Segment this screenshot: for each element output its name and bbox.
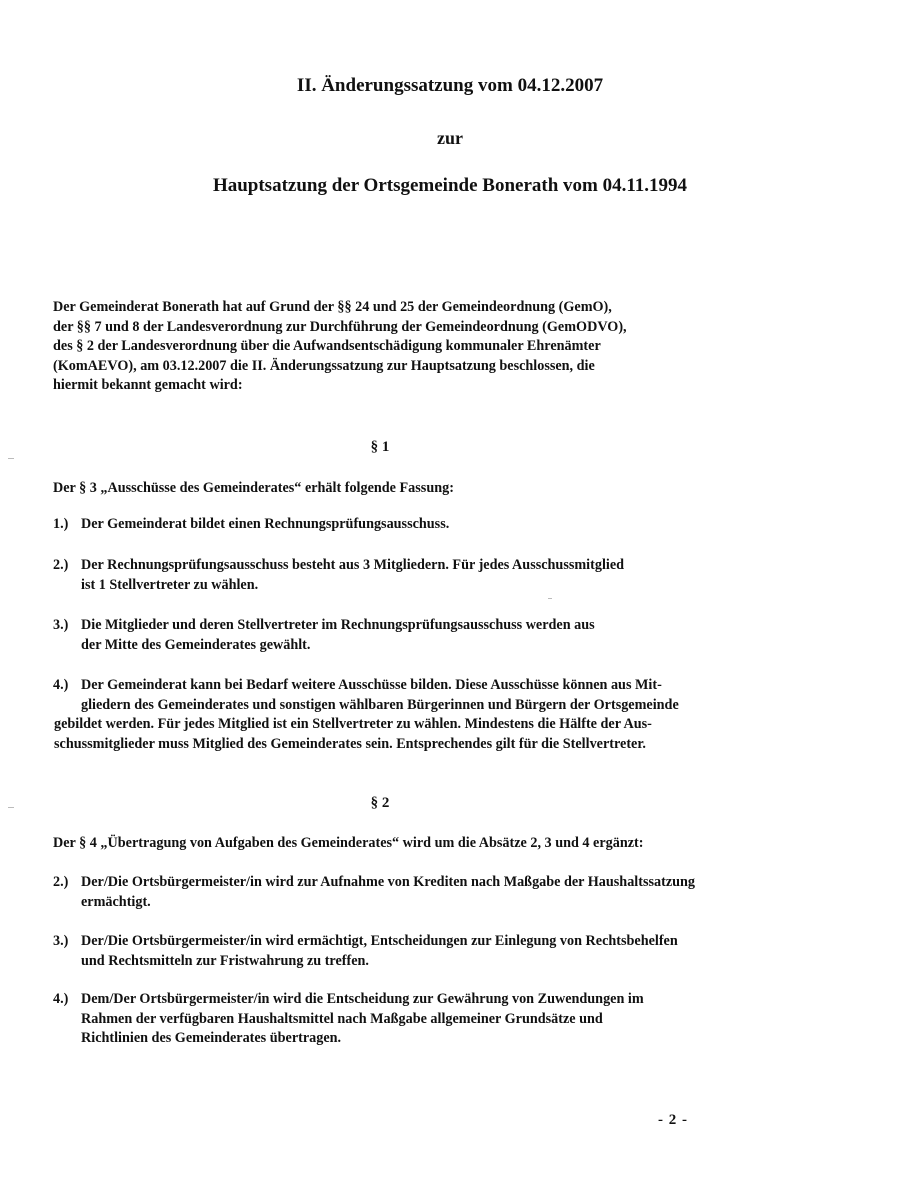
section-1-item-3 [53,616,595,655]
document-title-connector: zur [437,128,463,148]
item-number: 4.) [53,677,69,693]
section-2-item-2 [53,873,695,912]
item-line: ermächtigt. [81,893,151,910]
document-title: II. Änderungssatzung vom 04.12.2007 [296,75,604,96]
item-number: 1.) [53,516,69,532]
scan-speck [548,598,552,599]
item-line: Dem/Der Ortsbürgermeister/in wird die Entscheidung zur Gewährung von Zuwendungen im [81,991,644,1007]
item-line: Der Rechnungsprüfungsausschuss besteht aus 3 Mitgliedern. Für jedes Ausschussmitglied [81,557,625,573]
preamble-line: des § 2 der Landesverordnung über die Aufwandsentschädigung kommunaler Ehrenämter [53,338,601,354]
item-line: Richtlinien des Gemeinderates übertragen. [81,1030,342,1046]
item-line: ist 1 Stellvertreter zu wählen. [81,576,259,593]
section-2-item-3 [53,932,678,971]
item-line: und Rechtsmitteln zur Fristwahrung zu treffen. [81,952,369,969]
section-2-lead: Der § 4 „Übertragung von Aufgaben des Gemeinderates“ wird um die Absätze 2, 3 und 4 ergänzt: [53,835,644,851]
item-number: 3.) [53,617,69,633]
section-1-item-2 [53,556,624,595]
item-line: Der/Die Ortsbürgermeister/in wird zur Aufnahme von Krediten nach Maßgabe der Haushaltssatzung [81,874,695,890]
item-line: gliedern des Gemeinderates und sonstigen wählbaren Bürgerinnen und Bürgern der Ortsgemeinde [81,696,679,713]
preamble-line: (KomAEVO), am 03.12.2007 die II. Änderungssatzung zur Hauptsatzung beschlossen, die [53,357,595,374]
item-number: 2.) [53,874,69,890]
preamble-line: Der Gemeinderat Bonerath hat auf Grund der §§ 24 und 25 der Gemeindeordnung (GemO), [53,299,612,315]
item-line: der Mitte des Gemeinderates gewählt. [81,636,311,653]
item-line: Der Gemeinderat kann bei Bedarf weitere Ausschüsse bilden. Diese Ausschüsse können aus Mit- [81,677,662,693]
item-line: Rahmen der verfügbaren Haushaltsmittel nach Maßgabe allgemeiner Grundsätze und [81,1010,603,1027]
document-subtitle: Hauptsatzung der Ortsgemeinde Bonerath vom 04.11.1994 [212,175,688,196]
item-line: schussmitglieder muss Mitglied des Gemeinderates sein. Entsprechendes gilt für die Stellvertreter. [54,735,646,752]
item-line: gebildet werden. Für jedes Mitglied ist ein Stellvertreter zu wählen. Mindestens die Hälfte der Aus- [54,716,652,732]
page-number: - 2 - [658,1112,688,1128]
preamble-line: hiermit bekannt gemacht wird: [53,377,243,393]
item-number: 2.) [53,557,69,573]
section-1-lead: Der § 3 „Ausschüsse des Gemeinderates“ erhält folgende Fassung: [53,480,454,496]
section-1-item-4 [53,676,679,754]
item-line: Der Gemeinderat bildet einen Rechnungsprüfungsausschuss. [81,516,450,532]
section-1-heading: § 1 [370,439,390,455]
section-2-heading: § 2 [370,795,390,811]
item-number: 4.) [53,991,69,1007]
item-number: 3.) [53,933,69,949]
preamble [53,298,773,396]
section-1-item-1 [53,515,449,535]
scan-speck [8,807,14,808]
section-2-item-4 [53,990,644,1049]
preamble-line: der §§ 7 und 8 der Landesverordnung zur Durchführung der Gemeindeordnung (GemODVO), [53,318,627,335]
item-line: Die Mitglieder und deren Stellvertreter im Rechnungsprüfungsausschuss werden aus [81,617,595,633]
item-line: Der/Die Ortsbürgermeister/in wird ermächtigt, Entscheidungen zur Einlegung von Rechtsbehelfen [81,933,678,949]
scan-speck [8,458,14,459]
